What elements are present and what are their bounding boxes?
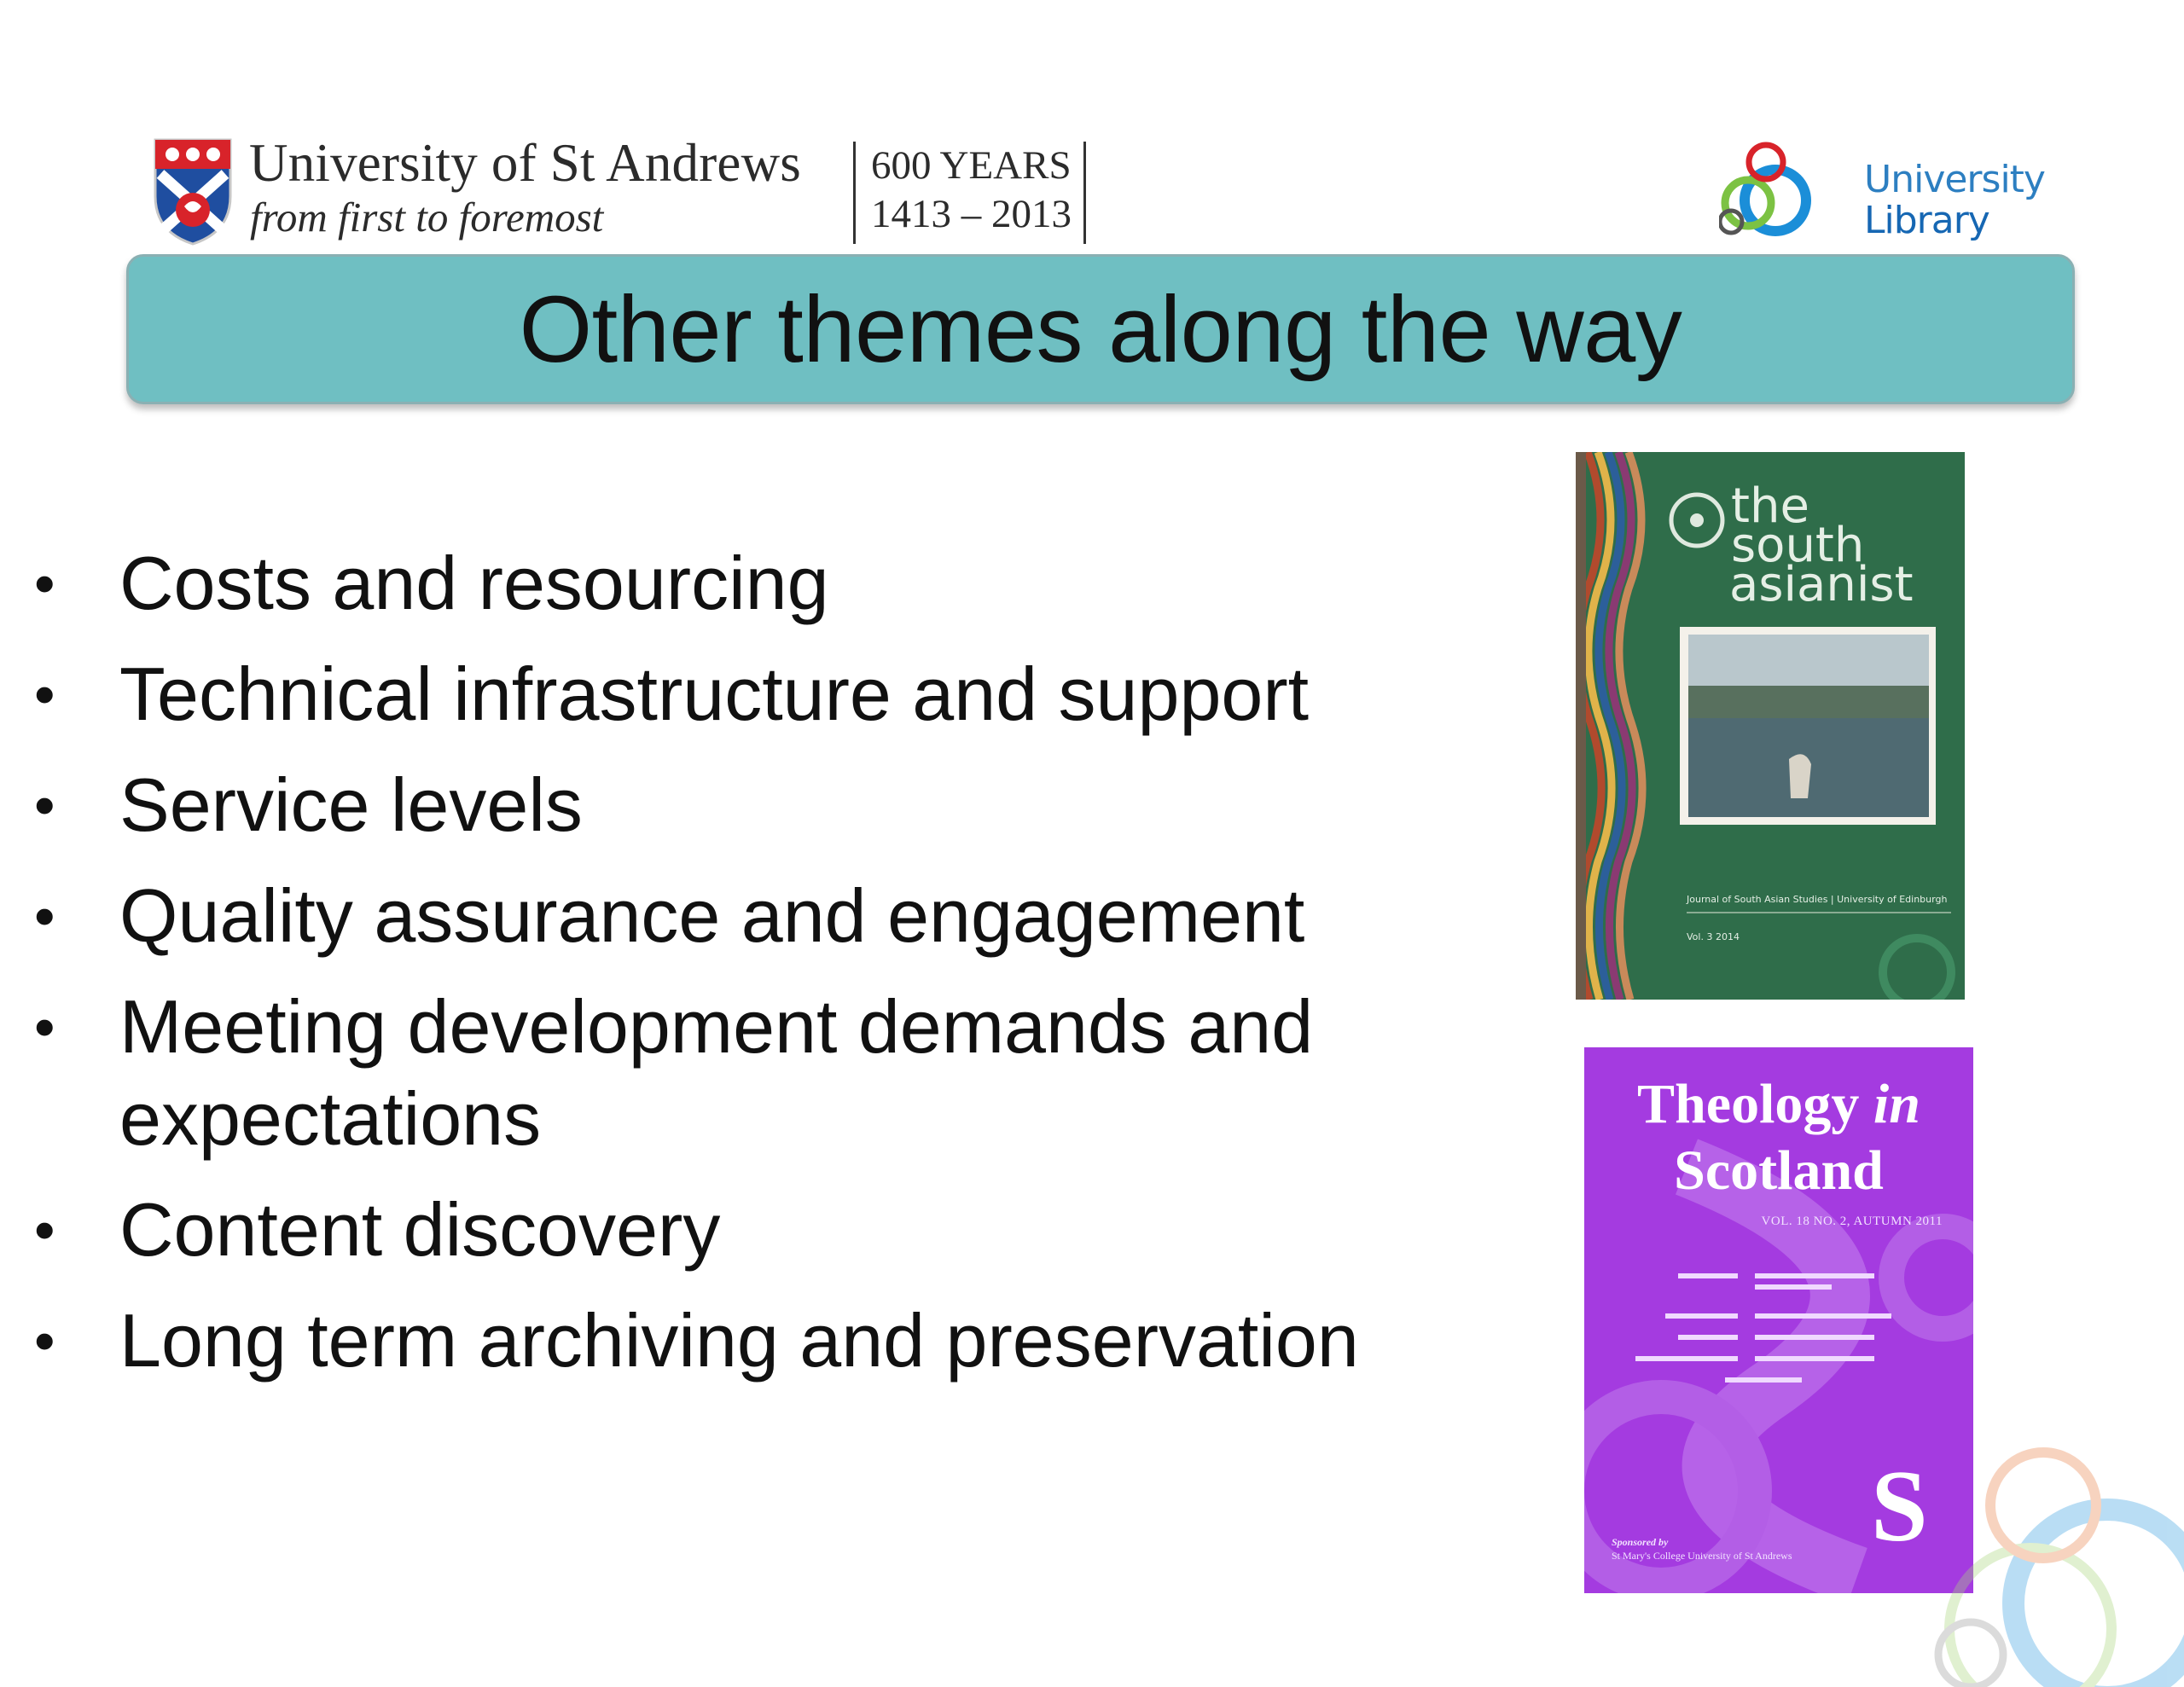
library-name [1864,159,2045,241]
bullet-item: • Content discovery [34,1184,1484,1276]
library-rings-icon [1719,136,1813,243]
university-crest-logo [152,136,234,247]
theology-in-scotland-cover-image [1584,1047,1973,1593]
south-asianist-title-line2: south [1731,518,1865,573]
decorative-rings-icon [1920,1433,2184,1687]
bullet-item: • Meeting development demands and expectations [34,981,1484,1165]
bullet-item: • Long term archiving and preservation [34,1295,1484,1387]
south-asianist-title-line1: the [1731,478,1809,534]
south-asianist-volume: Vol. 3 2014 [1687,931,1740,942]
bullet-list [34,537,1484,1406]
south-asianist-cover-image [1576,452,1965,1000]
theology-monogram: S [1871,1449,1928,1562]
library-name-line2: Library [1864,199,1989,242]
anniversary-dates: 1413 – 2013 [871,192,1072,236]
bullet-item: • Quality assurance and engagement [34,870,1484,962]
theology-volume: VOL. 18 NO. 2, AUTUMN 2011 [1761,1215,1943,1228]
anniversary-years: 600 YEARS [871,143,1072,188]
bullet-item: • Service levels [34,759,1484,851]
anniversary-badge [853,142,1086,244]
theology-title-scotland: Scotland [1674,1139,1884,1202]
south-asianist-title-line3: asianist [1729,557,1914,612]
theology-sponsor [1612,1535,1792,1562]
theology-title [1584,1071,1973,1204]
theology-title-word: Theology [1637,1073,1860,1135]
south-asianist-subtitle: Journal of South Asian Studies | University of Edinburgh [1687,894,1948,905]
slide-title: Other themes along the way [519,276,1682,382]
university-name: University of St Andrews [249,133,802,193]
library-name-line1: University [1864,158,2045,201]
theology-sponsor-name: St Mary's College University of St Andrews [1612,1550,1792,1562]
theology-sponsor-label: Sponsored by [1612,1536,1669,1548]
bullet-item: • Technical infrastructure and support [34,648,1484,740]
theology-title-in: in [1873,1073,1920,1135]
south-asianist-cover-art [1576,452,1965,1000]
title-banner [126,254,2075,404]
university-motto: from first to foremost [250,194,604,241]
bullet-item: • Costs and resourcing [34,537,1484,629]
